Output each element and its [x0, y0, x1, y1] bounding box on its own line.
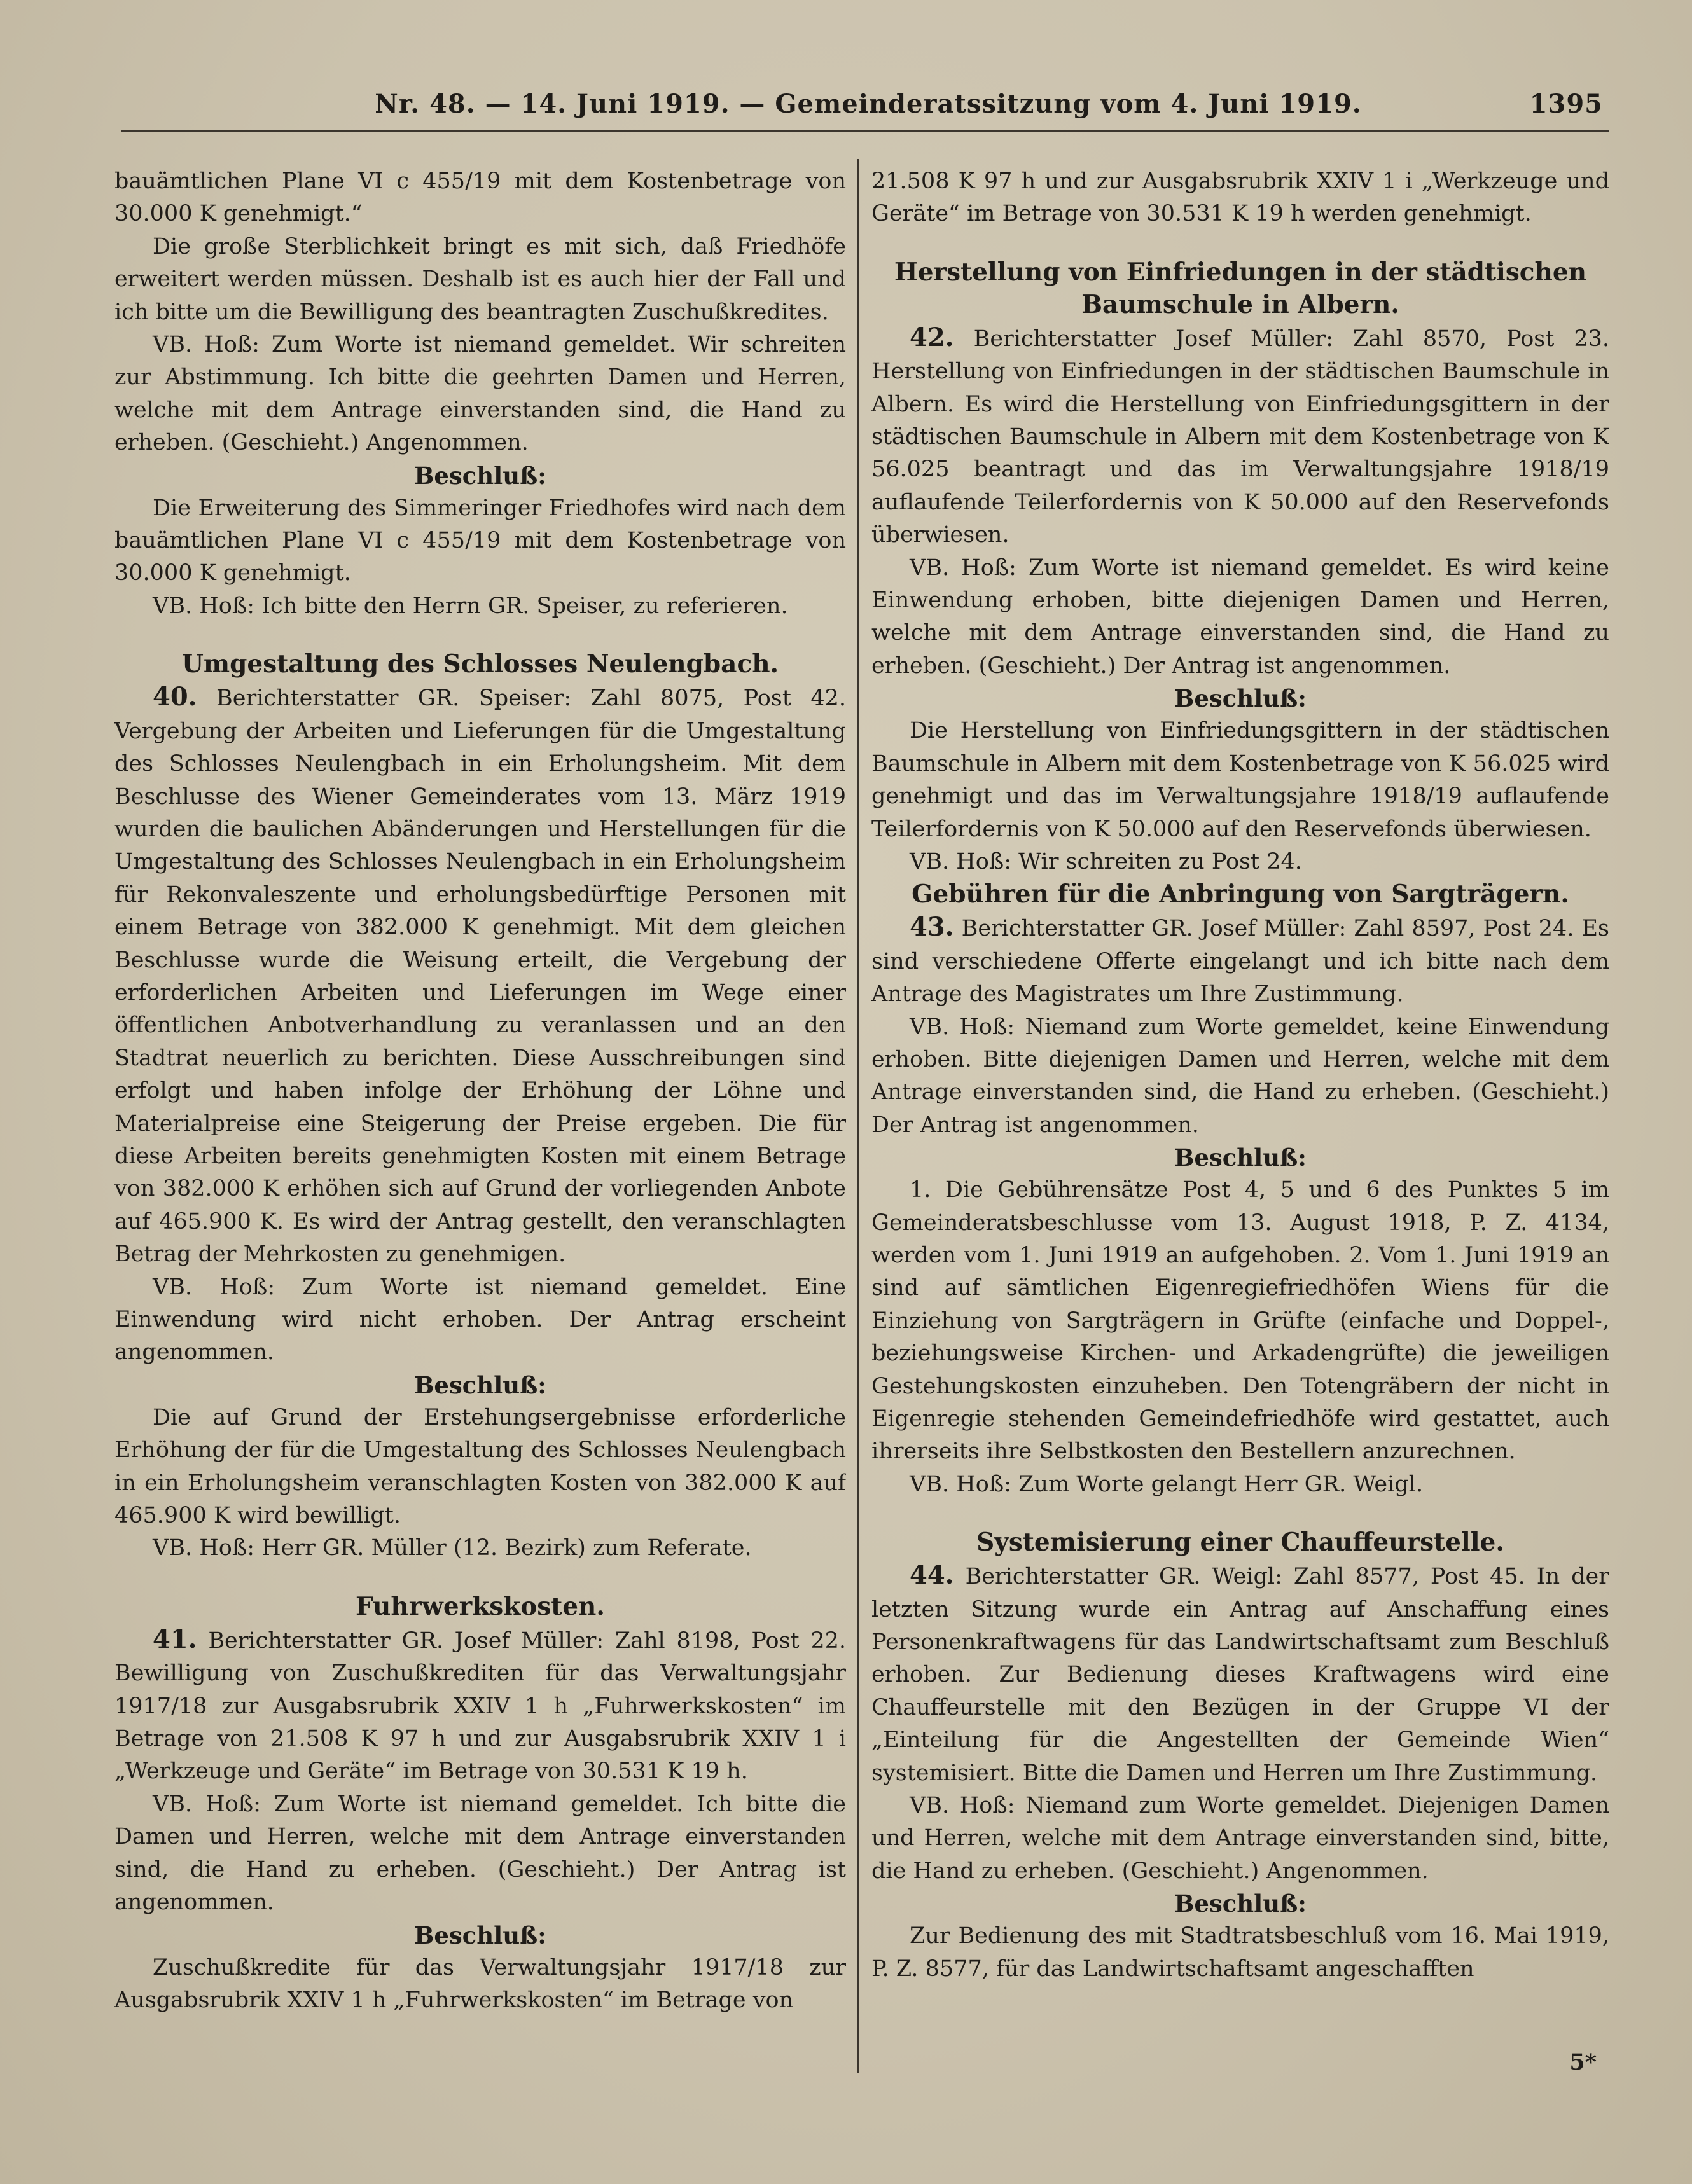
section-title: Systemisierung einer Chauffeurstelle.	[976, 1528, 1504, 1558]
section-title: Gebühren für die Anbringung von Sargträgern.	[912, 880, 1569, 909]
section-title: Umgestaltung des Schlosses Neulengbach.	[181, 649, 779, 679]
column-divider	[857, 159, 859, 2073]
beschluss-text: Die auf Grund der Erstehungsergebnisse erforderliche Erhöhung der für die Umgestaltung des Schlosses Neulengbach in ein Erholungsheim veranschlagten Kosten von 382.000 K auf 465.900 K wird bewilligt.	[114, 1404, 846, 1529]
paragraph: VB. Hoß: Zum Worte ist niemand gemeldet. Es wird keine Einwendung erhoben, bitte diejenigen Damen und Herren, welche mit dem Antrage einverstanden sind, die Hand zu erheben. (Geschieht.) Der Antrag ist angenommen.	[871, 555, 1609, 679]
beschluss-heading: Beschluß:	[1174, 1890, 1307, 1918]
paragraph: Die große Sterblichkeit bringt es mit sich, daß Friedhöfe erweitert werden müssen. Deshalb ist es auch hier der Fall und ich bitte um die Bewilligung des beantragten Zuschußkredites.	[114, 233, 846, 325]
paragraph: VB. Hoß: Ich bitte den Herrn GR. Speiser, zu referieren.	[153, 593, 788, 619]
page-number: 1395	[1529, 89, 1603, 119]
signature-mark: 5*	[1569, 2049, 1597, 2075]
section-text	[871, 911, 1609, 1011]
section-body: Berichterstatter GR. Josef Müller: Zahl 8597, Post 24. Es sind verschiedene Offerte eingelangt und ich bitte nach dem Antrage des Magistrates um Ihre Zustimmung.	[871, 916, 1609, 1007]
section-body: Berichterstatter GR. Weigl: Zahl 8577, Post 45. In der letzten Sitzung wurde ein Antrag auf Anschaffung eines Personenkraftwagens für das Landwirtschaftsamt zum Beschluß erhoben. Zur Bedienung dieses Kraftwagens wird eine Chauffeurstelle mit den Bezügen in der Gruppe VI der „Einteilung für die Angestellten der Gemeinde Wien“ systemisiert. Bitte die Damen und Herren um Ihre Zustimmung.	[871, 1564, 1609, 1786]
beschluss-heading: Beschluß:	[414, 1921, 546, 1949]
section-body: Berichterstatter GR. Speiser: Zahl 8075, Post 42. Vergebung der Arbeiten und Lieferungen für die Umgestaltung des Schlosses Neulengbach in ein Erholungsheim. Mit dem Beschlusse des Wiener Gemeinderates vom 13. März 1919 wurden die baulichen Abänderungen und Herstellungen für die Umgestaltung des Schlosses Neulengbach in ein Erholungsheim für Rekonvaleszente und erholungsbedürftige Personen mit einem Betrage von 382.000 K genehmigt. Mit dem gleichen Beschlusse wurde die Weisung erteilt, die Vergebung der erforderlichen Arbeiten und Lieferungen im Wege einer öffentlichen Anbotverhandlung zu veranlassen und an den Stadtrat neuerlich zu berichten. Diese Ausschreibungen sind erfolgt und haben infolge der Erhöhung der Löhne und Materialpreise eine Steigerung der Preise ergeben. Die für diese Arbeiten bereits genehmigten Kosten mit einem Betrage von 382.000 K erhöhen sich auf Grund der vorliegenden Anbote auf 465.900 K. Es wird der Antrag gestellt, den veranschlagten Betrag der Mehrkosten zu genehmigen.	[114, 686, 846, 1268]
section-number: 43.	[910, 912, 954, 943]
beschluss-heading: Beschluß:	[414, 1371, 546, 1399]
section-text	[114, 681, 846, 1271]
section-body: Berichterstatter Josef Müller: Zahl 8570, Post 23. Herstellung von Einfriedungen in der städtischen Baumschule in Albern. Es wird die Herstellung von Einfriedungsgittern in der städtischen Baumschule in Albern mit dem Kostenbetrage von K 56.025 beantragt und das im Verwaltungsjahre 1918/19 auflaufende Teilerfordernis von K 50.000 auf den Reservefonds überwiesen.	[871, 326, 1609, 548]
beschluss-text: Die Herstellung von Einfriedungsgittern in der städtischen Baumschule in Albern mit dem Kostenbetrage von K 56.025 wird genehmigt und das im Verwaltungsjahre 1918/19 auflaufende Teilerfordernis von K 50.000 auf den Reservefonds überwiesen.	[871, 718, 1609, 842]
left-column	[114, 165, 846, 2124]
paragraph: VB. Hoß: Niemand zum Worte gemeldet. Diejenigen Damen und Herren, welche mit dem Antrage einverstanden sind, bitte, die Hand zu erheben. (Geschieht.) Angenommen.	[871, 1793, 1609, 1884]
beschluss-heading: Beschluß:	[1174, 1144, 1307, 1172]
paragraph: VB. Hoß: Wir schreiten zu Post 24.	[910, 848, 1302, 874]
paragraph: VB. Hoß: Zum Worte ist niemand gemeldet. Ich bitte die Damen und Herren, welche mit dem Antrage einverstanden sind, die Hand zu erheben. (Geschieht.) Der Antrag ist angenommen.	[114, 1791, 846, 1916]
paragraph: VB. Hoß: Herr GR. Müller (12. Bezirk) zum Referate.	[153, 1535, 752, 1561]
header-rule	[121, 130, 1609, 132]
beschluss-text: Die Erweiterung des Simmeringer Friedhofes wird nach dem bauämtlichen Plane VI c 455/19 mit dem Kostenbetrage von 30.000 K genehmigt.	[114, 495, 846, 586]
paragraph: 21.508 K 97 h und zur Ausgabsrubrik XXIV 1 i „Werkzeuge und Geräte“ im Betrage von 30.531 K 19 h werden genehmigt.	[871, 169, 1609, 227]
section-text	[871, 1559, 1609, 1790]
beschluss-heading: Beschluß:	[414, 461, 546, 490]
section-body: Berichterstatter GR. Josef Müller: Zahl 8198, Post 22. Bewilligung von Zuschußkrediten für das Verwaltungsjahr 1917/18 zur Ausgabsrubrik XXIV 1 h „Fuhrwerkskosten“ im Betrage von 21.508 K 97 h und zur Ausgabsrubrik XXIV 1 i „Werkzeuge und Geräte“ im Betrage von 30.531 K 19 h.	[114, 1628, 846, 1785]
paragraph: bauämtlichen Plane VI c 455/19 mit dem Kostenbetrage von 30.000 K genehmigt.“	[114, 169, 846, 227]
right-column	[871, 165, 1609, 2124]
section-title: Fuhrwerkskosten.	[356, 1591, 605, 1621]
beschluss-heading: Beschluß:	[1174, 684, 1307, 713]
beschluss-text: 1. Die Gebührensätze Post 4, 5 und 6 des Punktes 5 im Gemeinderatsbeschlusse vom 13. August 1918, P. Z. 4134, werden vom 1. Juni 1919 an aufgehoben. 2. Vom 1. Juni 1919 an sind auf sämtlichen Eigenregiefriedhöfen Wiens für die Einziehung von Sargträgern in Grüfte (einfache und Doppel-, beziehungsweise Kirchen- und Arkadengrüfte) die jeweiligen Gestehungskosten einzuheben. Den Totengräbern der nicht in Eigenregie stehenden Gemeindefriedhöfe wird gestattet, auch ihrerseits ihre Selbstkosten den Bestellern anzurechnen.	[871, 1177, 1609, 1465]
beschluss-text: Zuschußkredite für das Verwaltungsjahr 1917/18 zur Ausgabsrubrik XXIV 1 h „Fuhrwerkskosten“ im Betrage von	[114, 1954, 846, 2013]
section-number: 41.	[153, 1624, 197, 1654]
section-number: 42.	[910, 322, 954, 352]
beschluss-text: Zur Bedienung des mit Stadtratsbeschluß vom 16. Mai 1919, P. Z. 8577, für das Landwirtschaftsamt angeschafften	[871, 1923, 1609, 1982]
paragraph: VB. Hoß: Zum Worte ist niemand gemeldet. Wir schreiten zur Abstimmung. Ich bitte die geehrten Damen und Herren, welche mit dem Antrage einverstanden sind, die Hand zu erheben. (Geschieht.) Angenommen.	[114, 332, 846, 456]
paragraph: VB. Hoß: Niemand zum Worte gemeldet, keine Einwendung erhoben. Bitte diejenigen Damen und Herren, welche mit dem Antrage einverstanden sind, die Hand zu erheben. (Geschieht.) Der Antrag ist angenommen.	[871, 1014, 1609, 1138]
page-header	[121, 89, 1616, 127]
header-title: Nr. 48. — 14. Juni 1919. — Gemeinderatssitzung vom 4. Juni 1919.	[375, 89, 1362, 119]
section-number: 44.	[910, 1560, 954, 1591]
section-number: 40.	[153, 682, 197, 712]
paragraph: VB. Hoß: Zum Worte gelangt Herr GR. Weigl.	[910, 1471, 1424, 1497]
paragraph: VB. Hoß: Zum Worte ist niemand gemeldet. Eine Einwendung wird nicht erhoben. Der Antrag erscheint angenommen.	[114, 1274, 846, 1365]
section-title: Herstellung von Einfriedungen in der städtischen Baumschule in Albern.	[894, 257, 1587, 319]
section-text	[871, 321, 1609, 552]
section-text	[114, 1623, 846, 1788]
